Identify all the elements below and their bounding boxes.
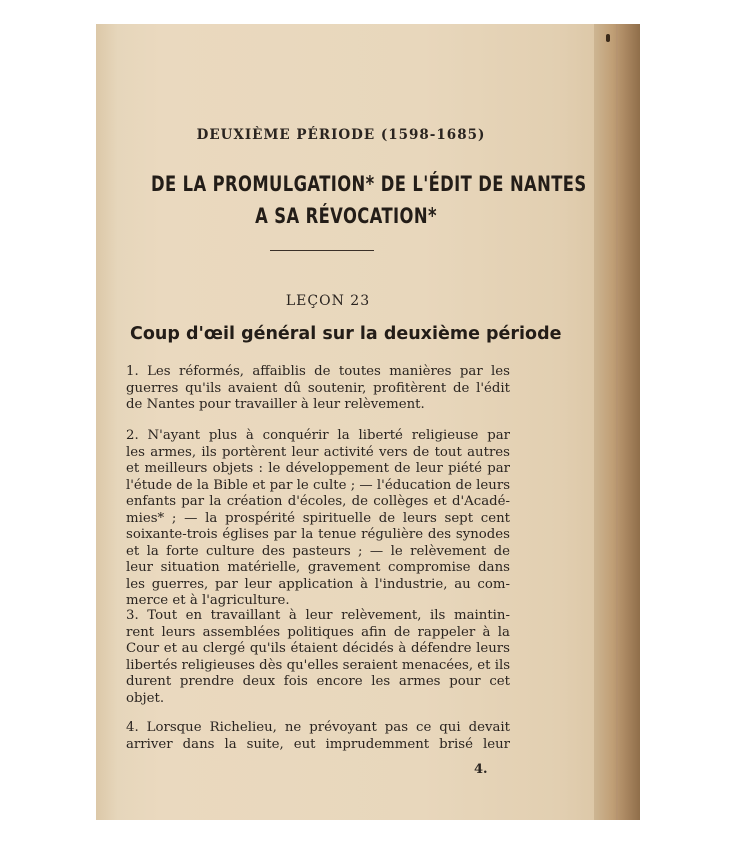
lesson-title: Coup d'œil général sur la deuxième période [130, 324, 562, 344]
title-divider [270, 250, 374, 251]
text-line: objet. [126, 690, 165, 706]
spine-crease [616, 24, 618, 820]
text-line: 2. N'ayant plus à conquérir la liberté religieuse par [126, 428, 510, 443]
chapter-title-line-1: DE LA PROMULGATION* DE L'ÉDIT DE NANTES [151, 172, 587, 196]
lesson-label: LEÇON 23 [285, 293, 371, 309]
paragraph-4 [126, 720, 510, 753]
paragraph-2 [126, 428, 510, 610]
text-line: 1. Les réformés, affaiblis de toutes manières par les [126, 364, 510, 379]
book-page [96, 24, 640, 820]
spine-mark [606, 34, 610, 42]
text-line: libertés religieuses dès qu'elles seraient menacées, et ils [126, 657, 511, 673]
text-line: de Nantes pour travailler à leur relèvement. [126, 397, 425, 412]
book-spine [594, 24, 640, 820]
text-line: 4. Lorsque Richelieu, ne prévoyant pas ce qui devait [126, 720, 510, 735]
period-heading: DEUXIÈME PÉRIODE (1598-1685) [196, 127, 486, 143]
text-line: arriver dans la suite, eut imprudemment brisé leur [126, 736, 510, 752]
text-line: Cour et au clergé qu'ils étaient décidés à défendre leurs [126, 641, 510, 656]
text-line: enfants par la création d'écoles, de collèges et d'Acadé- [126, 494, 510, 509]
paragraph-3 [126, 608, 510, 707]
text-line: rent leurs assemblées politiques afin de rappeler à la [126, 624, 510, 640]
text-line: et meilleurs objets : le développement de leur piété par [126, 461, 510, 476]
text-line: soixante-trois églises par la tenue régulière des synodes [126, 527, 510, 542]
text-line: guerres qu'ils avaient dû soutenir, profitèrent de l'édit [126, 380, 510, 396]
text-line: 3. Tout en travaillant à leur relèvement, ils maintin- [126, 608, 510, 623]
text-line: mies* ; — la prospérité spirituelle de leurs sept cent [126, 510, 510, 526]
text-line: durent prendre deux fois encore les armes pour cet [126, 674, 510, 689]
chapter-title-line-2: A SA RÉVOCATION* [255, 204, 437, 228]
text-line: et la forte culture des pasteurs ; — le relèvement de [126, 543, 510, 559]
text-line: les armes, ils portèrent leur activité vers de tout autres [126, 444, 510, 460]
paragraph-1 [126, 364, 510, 414]
text-line: merce et à l'agriculture. [126, 593, 290, 608]
text-line: l'étude de la Bible et par le culte ; — l'éducation de leurs [126, 477, 511, 493]
page-number: 4. [474, 762, 488, 777]
text-line: leur situation matérielle, gravement compromise dans [126, 560, 510, 575]
text-line: les guerres, par leur application à l'industrie, au com- [126, 576, 510, 592]
